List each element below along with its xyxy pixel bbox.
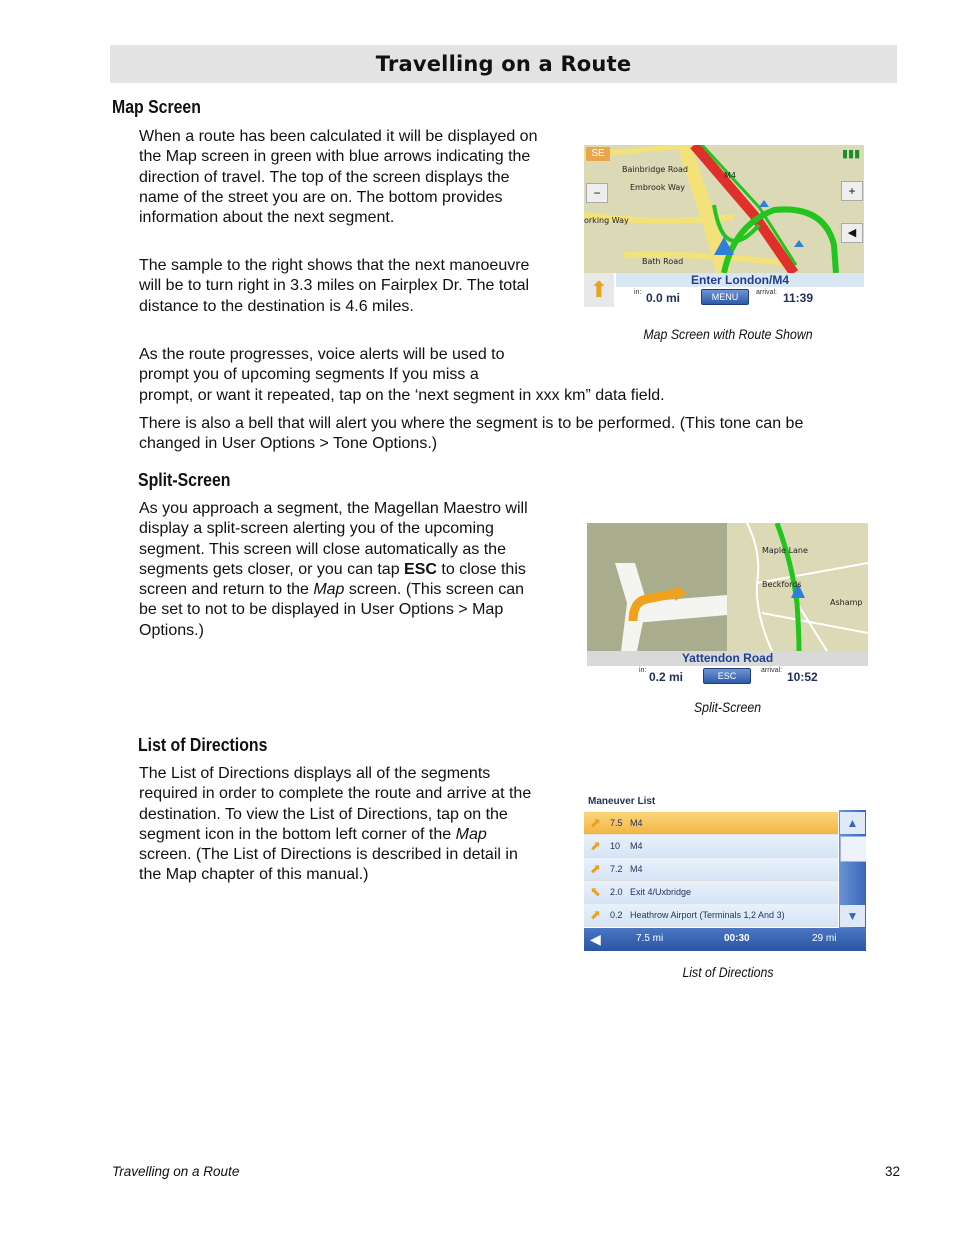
heading-badge[interactable]: SE: [586, 147, 610, 161]
speaker-icon[interactable]: ◀: [841, 223, 863, 243]
road-label: orking Way: [584, 216, 629, 225]
list-text-map: Map: [455, 825, 487, 843]
list-item[interactable]: [584, 858, 838, 881]
back-icon[interactable]: ◀: [590, 931, 601, 947]
split-text-3: screen. (This screen can be set to not to be displayed in User Options > Map Options.): [139, 581, 525, 639]
road-label: Maple Lane: [762, 546, 808, 555]
row-distance: 7.5: [610, 818, 623, 828]
map-screen-paragraph-3: [139, 345, 859, 406]
scroll-thumb[interactable]: [840, 836, 866, 862]
map-screen-paragraph-2: The sample to the right shows that the next manoeuvre will be to turn right in 3.3 miles on Fairplex Dr. The total distance to the destination is 4.6 miles.: [139, 257, 530, 315]
row-name: M4: [630, 864, 643, 874]
split-text-map: Map: [313, 581, 345, 599]
split-arrival-time[interactable]: 10:52: [787, 670, 818, 684]
row-name: M4: [630, 841, 643, 851]
page-title: Travelling on a Route: [375, 52, 632, 76]
split-text-2: to close this screen and return to the: [139, 560, 526, 599]
list-text-1: The List of Directions displays all of the segments required in order to complete the route and arrive at the destination. To view the List of Directions, tap on the segment icon in the bottom left corner of the: [139, 765, 532, 843]
scroll-down-icon[interactable]: ▼: [840, 905, 865, 927]
turn-arrow-icon: ⬈: [590, 861, 601, 876]
arrival-label: arrival:: [761, 667, 783, 674]
map-screen-screenshot: [584, 145, 864, 307]
row-distance: 2.0: [610, 887, 623, 897]
total-miles: 29 mi: [812, 933, 837, 944]
turn-arrow-icon: ⬈: [590, 838, 601, 853]
menu-button[interactable]: MENU: [701, 289, 749, 305]
list-item[interactable]: [584, 812, 838, 835]
in-label: in:: [634, 289, 642, 296]
current-street: Enter London/M4: [616, 273, 864, 287]
next-segment-distance[interactable]: 0.0 mi: [646, 291, 681, 305]
road-label: Beckfords: [762, 580, 802, 589]
split-screen-screenshot: [587, 523, 868, 684]
road-label: Embrook Way: [630, 183, 686, 192]
road-label: M4: [724, 171, 736, 180]
arrival-label: arrival:: [756, 289, 778, 296]
list-of-directions-caption: List of Directions: [682, 964, 774, 980]
total-time: 00:30: [724, 933, 750, 944]
list-paragraph: [139, 764, 539, 886]
split-screen-caption: Split-Screen: [693, 699, 762, 715]
list-text-2: screen. (The List of Directions is described in detail in the Map chapter of this manual.): [139, 846, 518, 884]
zoom-in-icon[interactable]: +: [841, 181, 863, 201]
row-distance: 7.2: [610, 864, 623, 874]
footer-chapter: Travelling on a Route: [112, 1164, 240, 1179]
road-label: Bainbridge Road: [622, 165, 688, 174]
list-item[interactable]: [584, 835, 838, 858]
split-distance[interactable]: 0.2 mi: [649, 670, 684, 684]
split-screen-paragraph: [139, 499, 539, 641]
map-screen-caption: Map Screen with Route Shown: [643, 326, 813, 342]
section-heading-map-screen: Map Screen: [112, 97, 201, 117]
row-name: Heathrow Airport (Terminals 1,2 And 3): [630, 910, 785, 920]
turn-arrow-icon[interactable]: ⬆: [584, 273, 614, 307]
map-screen-paragraph-1: When a route has been calculated it will be displayed on the Map screen in green with blue arrows indicating the direction of travel. The top of the screen displays the name of the street you are on. The bottom provides information about the next segment.: [139, 128, 538, 227]
section-heading-list-of-directions: List of Directions: [138, 735, 268, 755]
total-distance: 7.5 mi: [636, 933, 664, 944]
maneuver-list-screenshot: [584, 792, 866, 951]
split-text-1: As you approach a segment, the Magellan Maestro will display a split-screen alerting you of the upcoming segment. This screen will close automatically as the segments gets closer, or you can tap: [139, 500, 528, 578]
scroll-up-icon[interactable]: ▲: [840, 812, 865, 834]
list-summary-bar: [584, 928, 866, 951]
section-heading-split-screen: Split-Screen: [138, 470, 231, 490]
arrival-time[interactable]: 11:39: [783, 291, 814, 305]
para3-line2: prompt you of upcoming segments If you miss a: [139, 366, 479, 384]
maneuver-list-header: Maneuver List: [588, 796, 656, 807]
page-title-bar: [110, 45, 897, 83]
turn-arrow-icon: ⬈: [590, 815, 601, 830]
road-label: Ashamp: [830, 598, 863, 607]
page-number: 32: [884, 1164, 900, 1179]
split-canvas: [587, 523, 868, 651]
row-name: Exit 4/Uxbridge: [630, 887, 692, 897]
signal-strength-icon: ▮▮▮: [842, 148, 861, 160]
para3-line3: prompt, or want it repeated, tap on the ‘next segment in xxx km” data field.: [139, 386, 665, 404]
para3-line1: As the route progresses, voice alerts will be used to: [139, 346, 505, 363]
row-distance: 10: [610, 841, 621, 851]
zoom-out-icon[interactable]: −: [586, 183, 608, 203]
esc-button[interactable]: ESC: [703, 668, 751, 684]
turn-arrow-icon: ⬈: [590, 907, 601, 922]
road-label: Bath Road: [642, 257, 684, 266]
split-text-esc: ESC: [404, 560, 437, 578]
upcoming-street: Yattendon Road: [587, 651, 868, 666]
row-name: M4: [630, 818, 643, 828]
map-screen-paragraph-4: There is also a bell that will alert you where the segment is to be performed. (This tone can be changed in User Options > Tone Options.): [139, 415, 804, 453]
list-item[interactable]: [584, 904, 838, 927]
in-label: in:: [639, 667, 647, 674]
row-distance: 0.2: [610, 910, 623, 920]
list-item[interactable]: [584, 881, 838, 904]
turn-arrow-icon: ⬉: [590, 884, 601, 899]
